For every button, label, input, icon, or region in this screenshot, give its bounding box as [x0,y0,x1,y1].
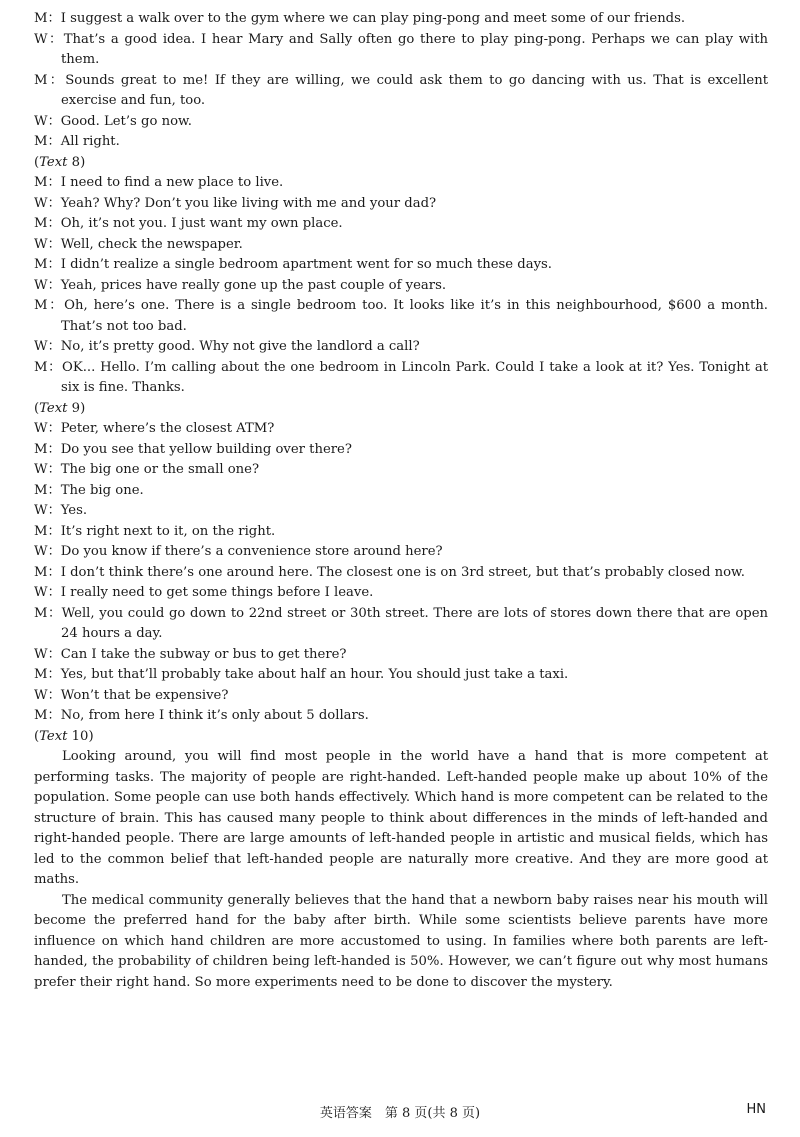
utterance-text: That’s a good idea. I hear Mary and Sally often go there to play ping-pong. Perhaps we can play with them. [61,31,769,67]
dialogue-line [34,645,768,666]
speaker-separator: ： [47,523,61,539]
dialogue-line [34,276,768,297]
utterance-text: Yes. [60,503,88,518]
utterance-text: Peter, where’s the closest ATM? [60,421,275,436]
speaker-separator: ： [47,72,66,88]
speaker-label: W [34,113,48,129]
dialogue-line [34,583,768,604]
dialogue-line [34,9,768,30]
dialogue-line [34,296,768,337]
speaker-separator: ： [47,257,61,272]
dialogue-line [34,706,768,727]
speaker-label: M [34,134,48,149]
utterance-text: The big one or the small one? [60,462,260,477]
dialogue-line [34,235,768,256]
utterance-text: Well, you could go down to 22nd street or 30th street. There are lots of stores down there that are open 24 hours a day. [61,605,769,641]
section-header-text10: (Text 10) [34,728,94,744]
speaker-label: W [34,277,48,293]
dialogue-line [34,194,768,215]
passage-paragraph: The medical community generally believes that the hand that a newborn baby raises near his mouth will become the preferred hand for the baby after birth. While some scientists believe parents have more influence on which hand children are more accustomed to using. In families where both parents are left-handed, the probability of children being left-handed is 50%. However, we can’t figure out why most humans prefer their right hand. So more experiments need to be done to discover the mystery. [34,892,768,990]
speaker-separator: ： [47,441,61,457]
speaker-label: W [34,585,48,600]
speaker-label: W [34,544,48,559]
speaker-separator: ： [47,298,65,313]
utterance-text: Yeah, prices have really gone up the past couple of years. [60,277,447,293]
speaker-separator: ： [47,339,61,354]
dialogue-line [34,132,768,153]
speaker-separator: ： [47,544,61,559]
speaker-label: M [34,441,48,457]
speaker-label: W [34,646,48,662]
speaker-separator: ： [47,421,61,436]
speaker-label: M [34,523,48,539]
speaker-label: W [34,236,48,252]
page-footer [0,1102,800,1126]
speaker-separator: ： [47,646,61,662]
speaker-separator: ： [47,11,61,26]
utterance-text: I suggest a walk over to the gym where we can play ping-pong and meet some of our friends. [60,11,686,26]
utterance-text: Sounds great to me! If they are willing, we could ask them to go dancing with us. That is excellent exercise and fun, too. [61,72,769,108]
utterance-text: I don’t think there’s one around here. The closest one is on 3rd street, but that’s probably closed now. [60,564,745,580]
speaker-separator: ： [47,359,63,375]
speaker-label: W [34,421,48,436]
speaker-separator: ： [47,462,61,477]
dialogue-line [34,112,768,133]
document-page [34,9,768,993]
utterance-text: Oh, it’s not you. I just want my own place. [60,216,343,231]
speaker-label: M [34,72,48,88]
dialogue-line [34,481,768,502]
utterance-text: All right. [60,134,120,149]
utterance-text: Won’t that be expensive? [60,687,229,703]
utterance-text: The big one. [60,482,144,498]
dialogue-line [34,30,768,71]
utterance-text: Good. Let’s go now. [60,113,192,129]
speaker-label: W [34,339,48,354]
utterance-text: Yeah? Why? Don’t you like living with me and your dad? [60,195,437,211]
dialogue-line [34,665,768,686]
dialogue-line [34,686,768,707]
speaker-label: M [34,667,48,682]
speaker-label: M [34,605,48,621]
utterance-text: No, from here I think it’s only about 5 dollars. [60,708,369,723]
dialogue-line [34,173,768,194]
dialogue-block-text8 [34,173,768,399]
utterance-text: I need to find a new place to live. [60,175,284,190]
utterance-text: Yes, but that’ll probably take about half an hour. You should just take a taxi. [60,667,569,682]
speaker-label: M [34,216,48,231]
dialogue-block-text9 [34,419,768,727]
speaker-separator: ： [47,585,61,600]
dialogue-line [34,358,768,399]
speaker-separator: ： [47,564,61,580]
speaker-separator: ： [47,113,61,129]
dialogue-line [34,604,768,645]
utterance-text: Do you see that yellow building over there? [60,441,352,457]
dialogue-line [34,522,768,543]
speaker-label: M [34,359,48,375]
dialogue-line [34,440,768,461]
dialogue-line [34,255,768,276]
page-number-label: 英语答案 第 8 页(共 8 页) [319,1106,481,1121]
utterance-text: Can I take the subway or bus to get there? [60,646,347,662]
utterance-text: I didn’t realize a single bedroom apartment went for so much these days. [60,257,552,272]
dialogue-line [34,214,768,235]
utterance-text: It’s right next to it, on the right. [60,523,276,539]
speaker-label: W [34,503,48,518]
speaker-separator: ： [47,708,61,723]
speaker-label: W [34,462,48,477]
speaker-separator: ： [47,31,64,47]
dialogue-line [34,563,768,584]
speaker-label: M [34,257,48,272]
speaker-separator: ： [47,687,61,703]
speaker-separator: ： [47,667,61,682]
speaker-separator: ： [47,175,61,190]
speaker-label: M [34,298,48,313]
passage-paragraph: Looking around, you will find most people in the world have a hand that is more competent at performing tasks. The majority of people are right-handed. Left-handed people make up about 10% of the population. Some people can use both hands effectively. Which hand is more competent can be related to the structure of brain. This has caused many people to think about differences in the minds of left-handed and right-handed people. There are large amounts of left-handed people in artistic and musical fields, which has led to the common belief that left-handed people are naturally more creative. And they are more good at maths. [34,749,768,887]
utterance-text: Oh, here’s one. There is a single bedroom too. It looks like it’s in this neighbourhood, $600 a month. That’s not too bad. [61,298,769,334]
speaker-separator: ： [47,216,61,231]
speaker-label: W [34,195,48,211]
utterance-text: Do you know if there’s a convenience store around here? [60,544,443,559]
speaker-separator: ： [47,195,61,211]
speaker-label: W [34,687,48,703]
utterance-text: No, it’s pretty good. Why not give the landlord a call? [60,339,420,354]
dialogue-line [34,337,768,358]
speaker-label: M [34,175,48,190]
utterance-text: Well, check the newspaper. [60,236,243,252]
dialogue-line [34,419,768,440]
utterance-text: I really need to get some things before I leave. [60,585,374,600]
speaker-label: W [34,31,48,47]
section-header-text8: (Text 8) [34,154,86,170]
speaker-label: M [34,482,48,498]
dialogue-line [34,460,768,481]
speaker-separator: ： [47,482,61,498]
dialogue-line [34,542,768,563]
dialogue-line [34,501,768,522]
speaker-separator: ： [47,277,61,293]
dialogue-block-text7 [34,9,768,153]
passage-text10 [34,747,768,993]
speaker-separator: ： [47,503,61,518]
speaker-separator: ： [47,605,62,621]
speaker-label: M [34,708,48,723]
speaker-label: M [34,564,48,580]
speaker-separator: ： [47,236,61,252]
section-header-text9: (Text 9) [34,400,86,416]
region-code: HN [746,1102,766,1117]
dialogue-line [34,71,768,112]
utterance-text: OK... Hello. I’m calling about the one bedroom in Lincoln Park. Could I take a look at it? Yes. Tonight at six is fine. Thanks. [61,359,768,395]
speaker-separator: ： [47,134,61,149]
speaker-label: M [34,11,48,26]
